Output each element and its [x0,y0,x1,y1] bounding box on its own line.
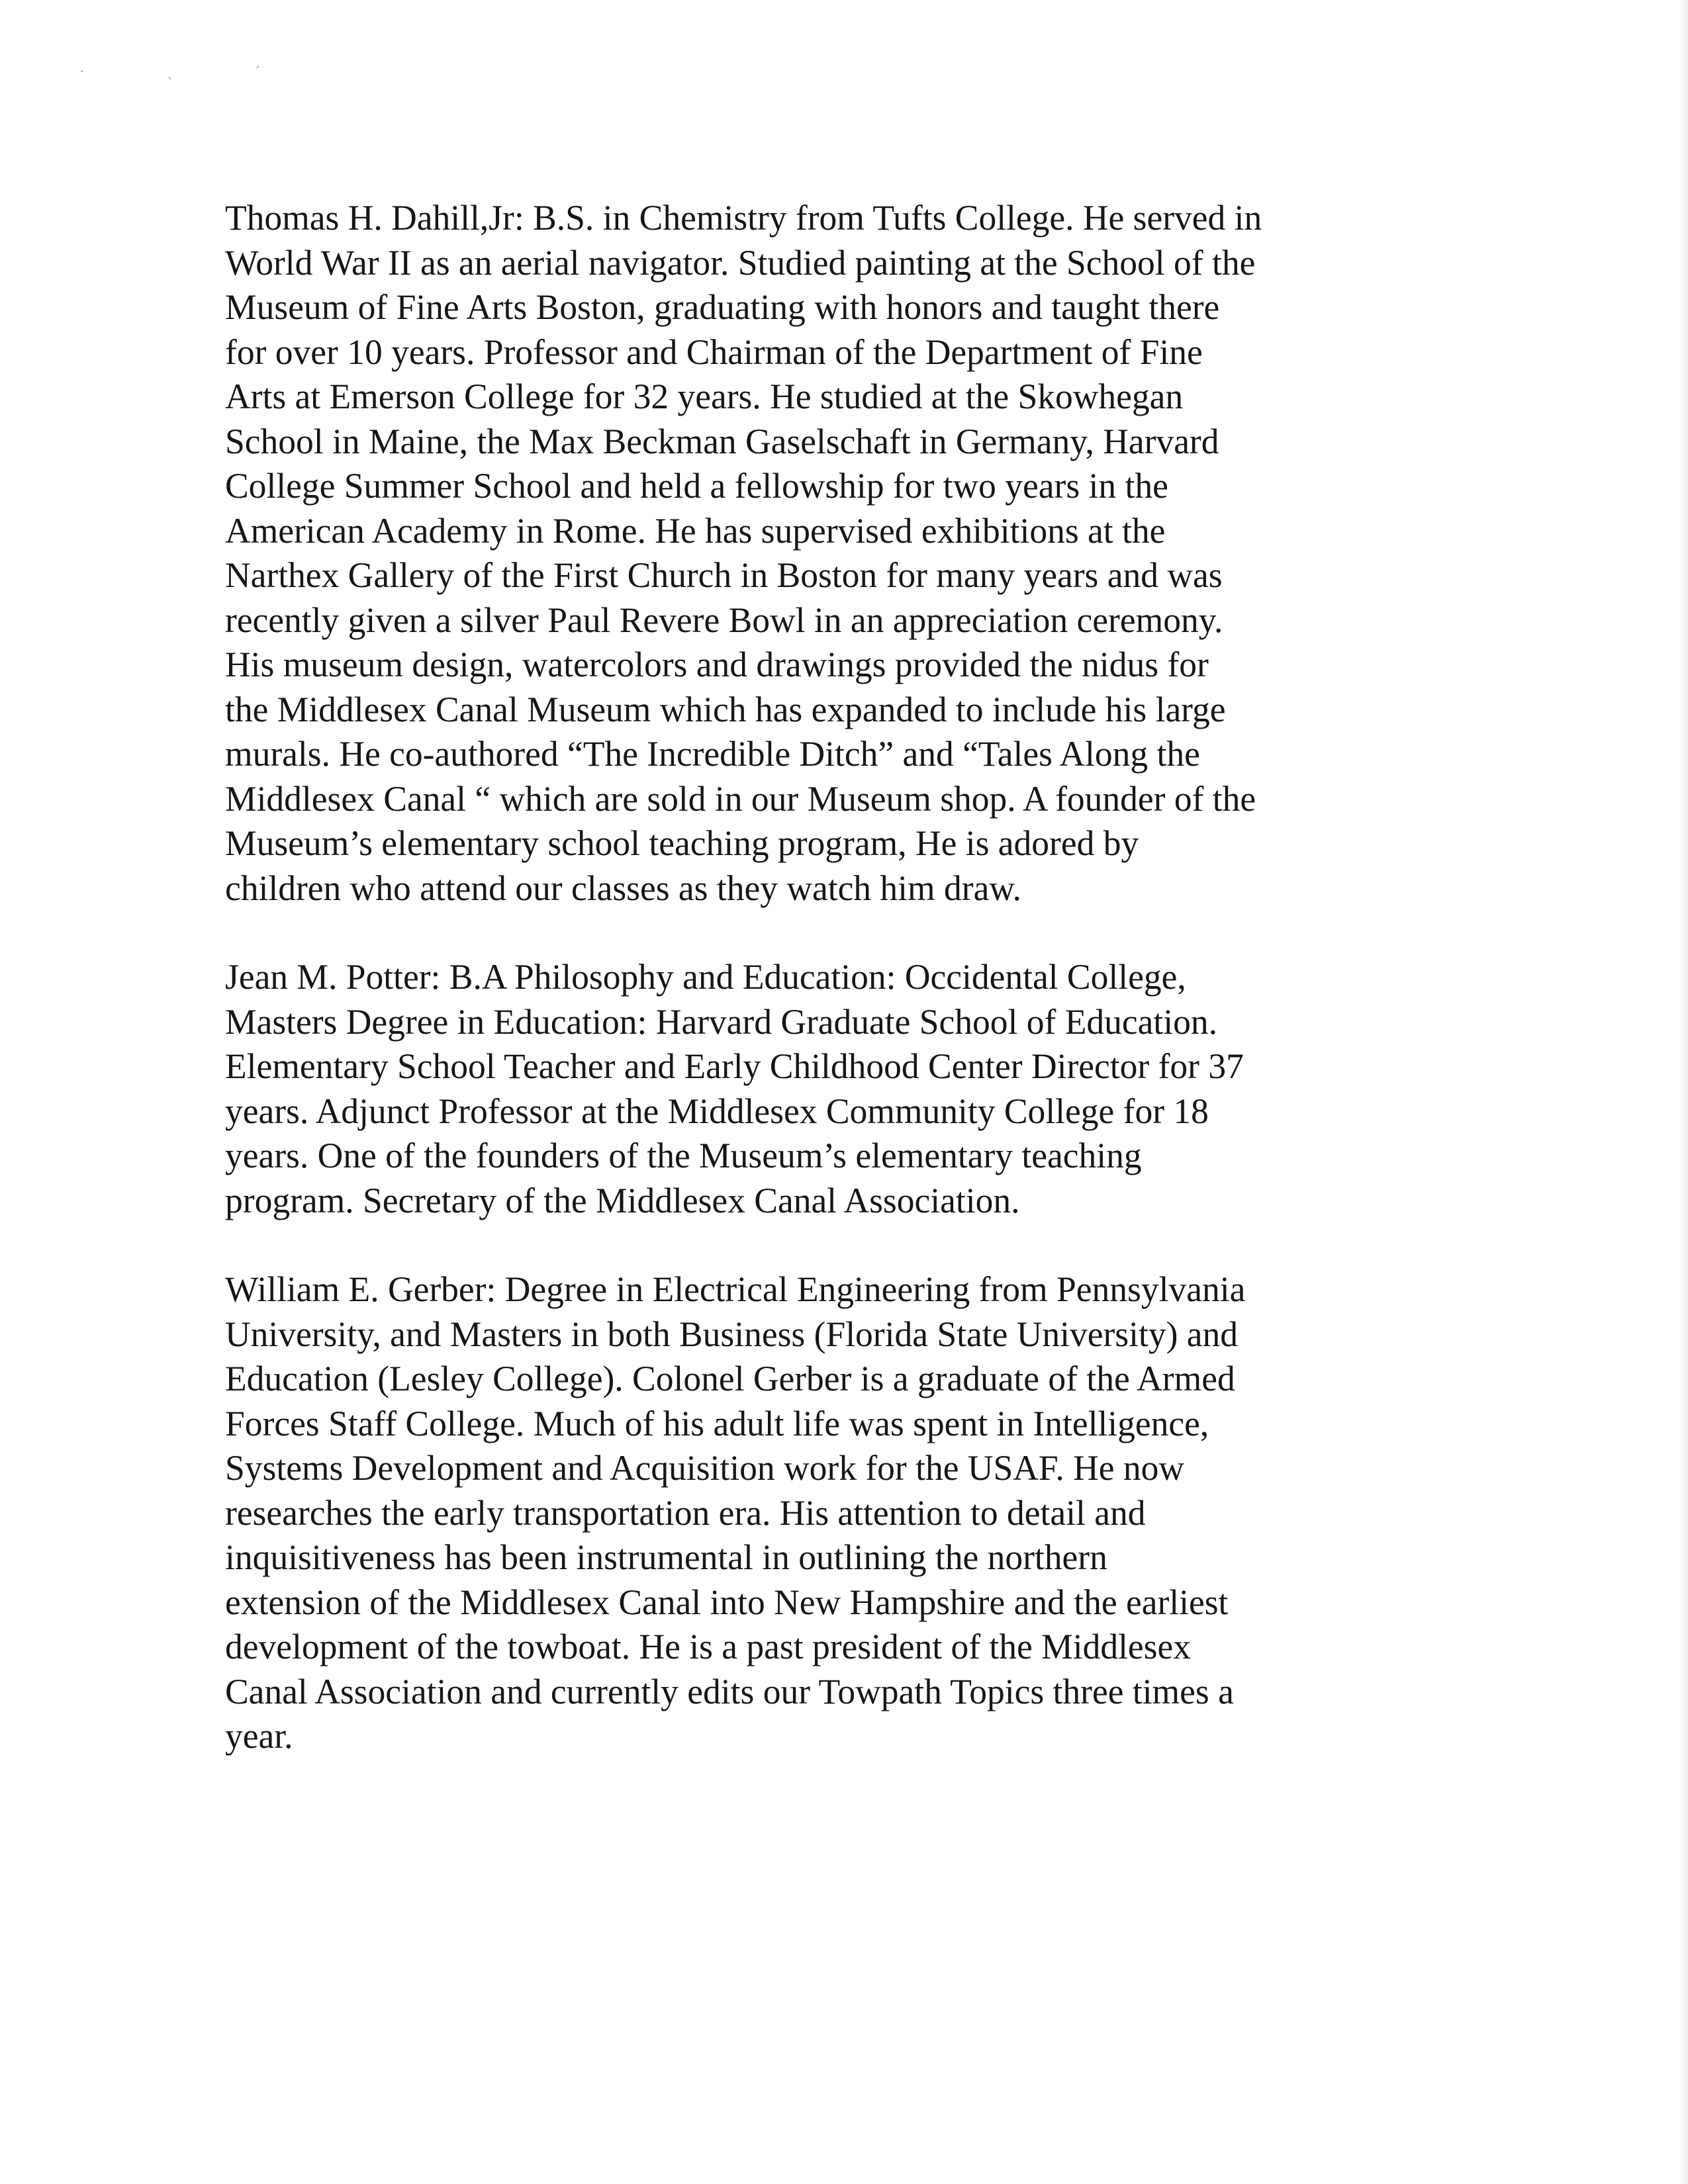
scan-specks: · ˏ ˊ [79,63,300,79]
scan-edge [1679,0,1688,2184]
bio-list [225,196,1436,1803]
bio-william-gerber: William E. Gerber: Degree in Electrical Engineering from Pennsylvania University, and Masters in both Business (Florida State University) and Education (Lesley College). Colonel Gerber is a graduate of the Armed Forces Staff College. Much of his adult life was spent in Intelligence, Systems Development and Acquisition work for the USAF. He now researches the early transportation era. His attention to detail and inquisitiveness has been instrumental in outlining the northern extension of the Middlesex Canal into New Hampshire and the earliest development of the towboat. He is a past president of the Middlesex Canal Association and currently edits our Towpath Topics three times a year. [225,1269,1246,1756]
bio-jean-potter: Jean M. Potter: B.A Philosophy and Education: Occidental College, Masters Degree in Education: Harvard Graduate School of Education. Elementary School Teacher and Early Childhood Center Director for 37 years. Adjunct Professor at the Middlesex Community College for 18 years. One of the founders of the Museum’s elementary teaching program. Secretary of the Middlesex Canal Association. [225,957,1244,1220]
bio-thomas-dahill: Thomas H. Dahill,Jr: B.S. in Chemistry from Tufts College. He served in World War II as an aerial navigator. Studied painting at the School of the Museum of Fine Arts Boston, graduating with honors and taught there for over 10 years. Professor and Chairman of the Department of Fine Arts at Emerson College for 32 years. He studied at the Skowhegan School in Maine, the Max Beckman Gaselschaft in Germany, Harvard College Summer School and held a fellowship for two years in the American Academy in Rome. He has supervised exhibitions at the Narthex Gallery of the First Church in Boston for many years and was recently given a silver Paul Revere Bowl in an appreciation ceremony. His museum design, watercolors and drawings provided the nidus for the Middlesex Canal Museum which has expanded to include his large murals. He co-authored “The Incredible Ditch” and “Tales Along the Middlesex Canal “ which are sold in our Museum shop. A founder of the Museum’s elementary school teaching program, He is adored by children who attend our classes as they watch him draw. [225,198,1262,908]
